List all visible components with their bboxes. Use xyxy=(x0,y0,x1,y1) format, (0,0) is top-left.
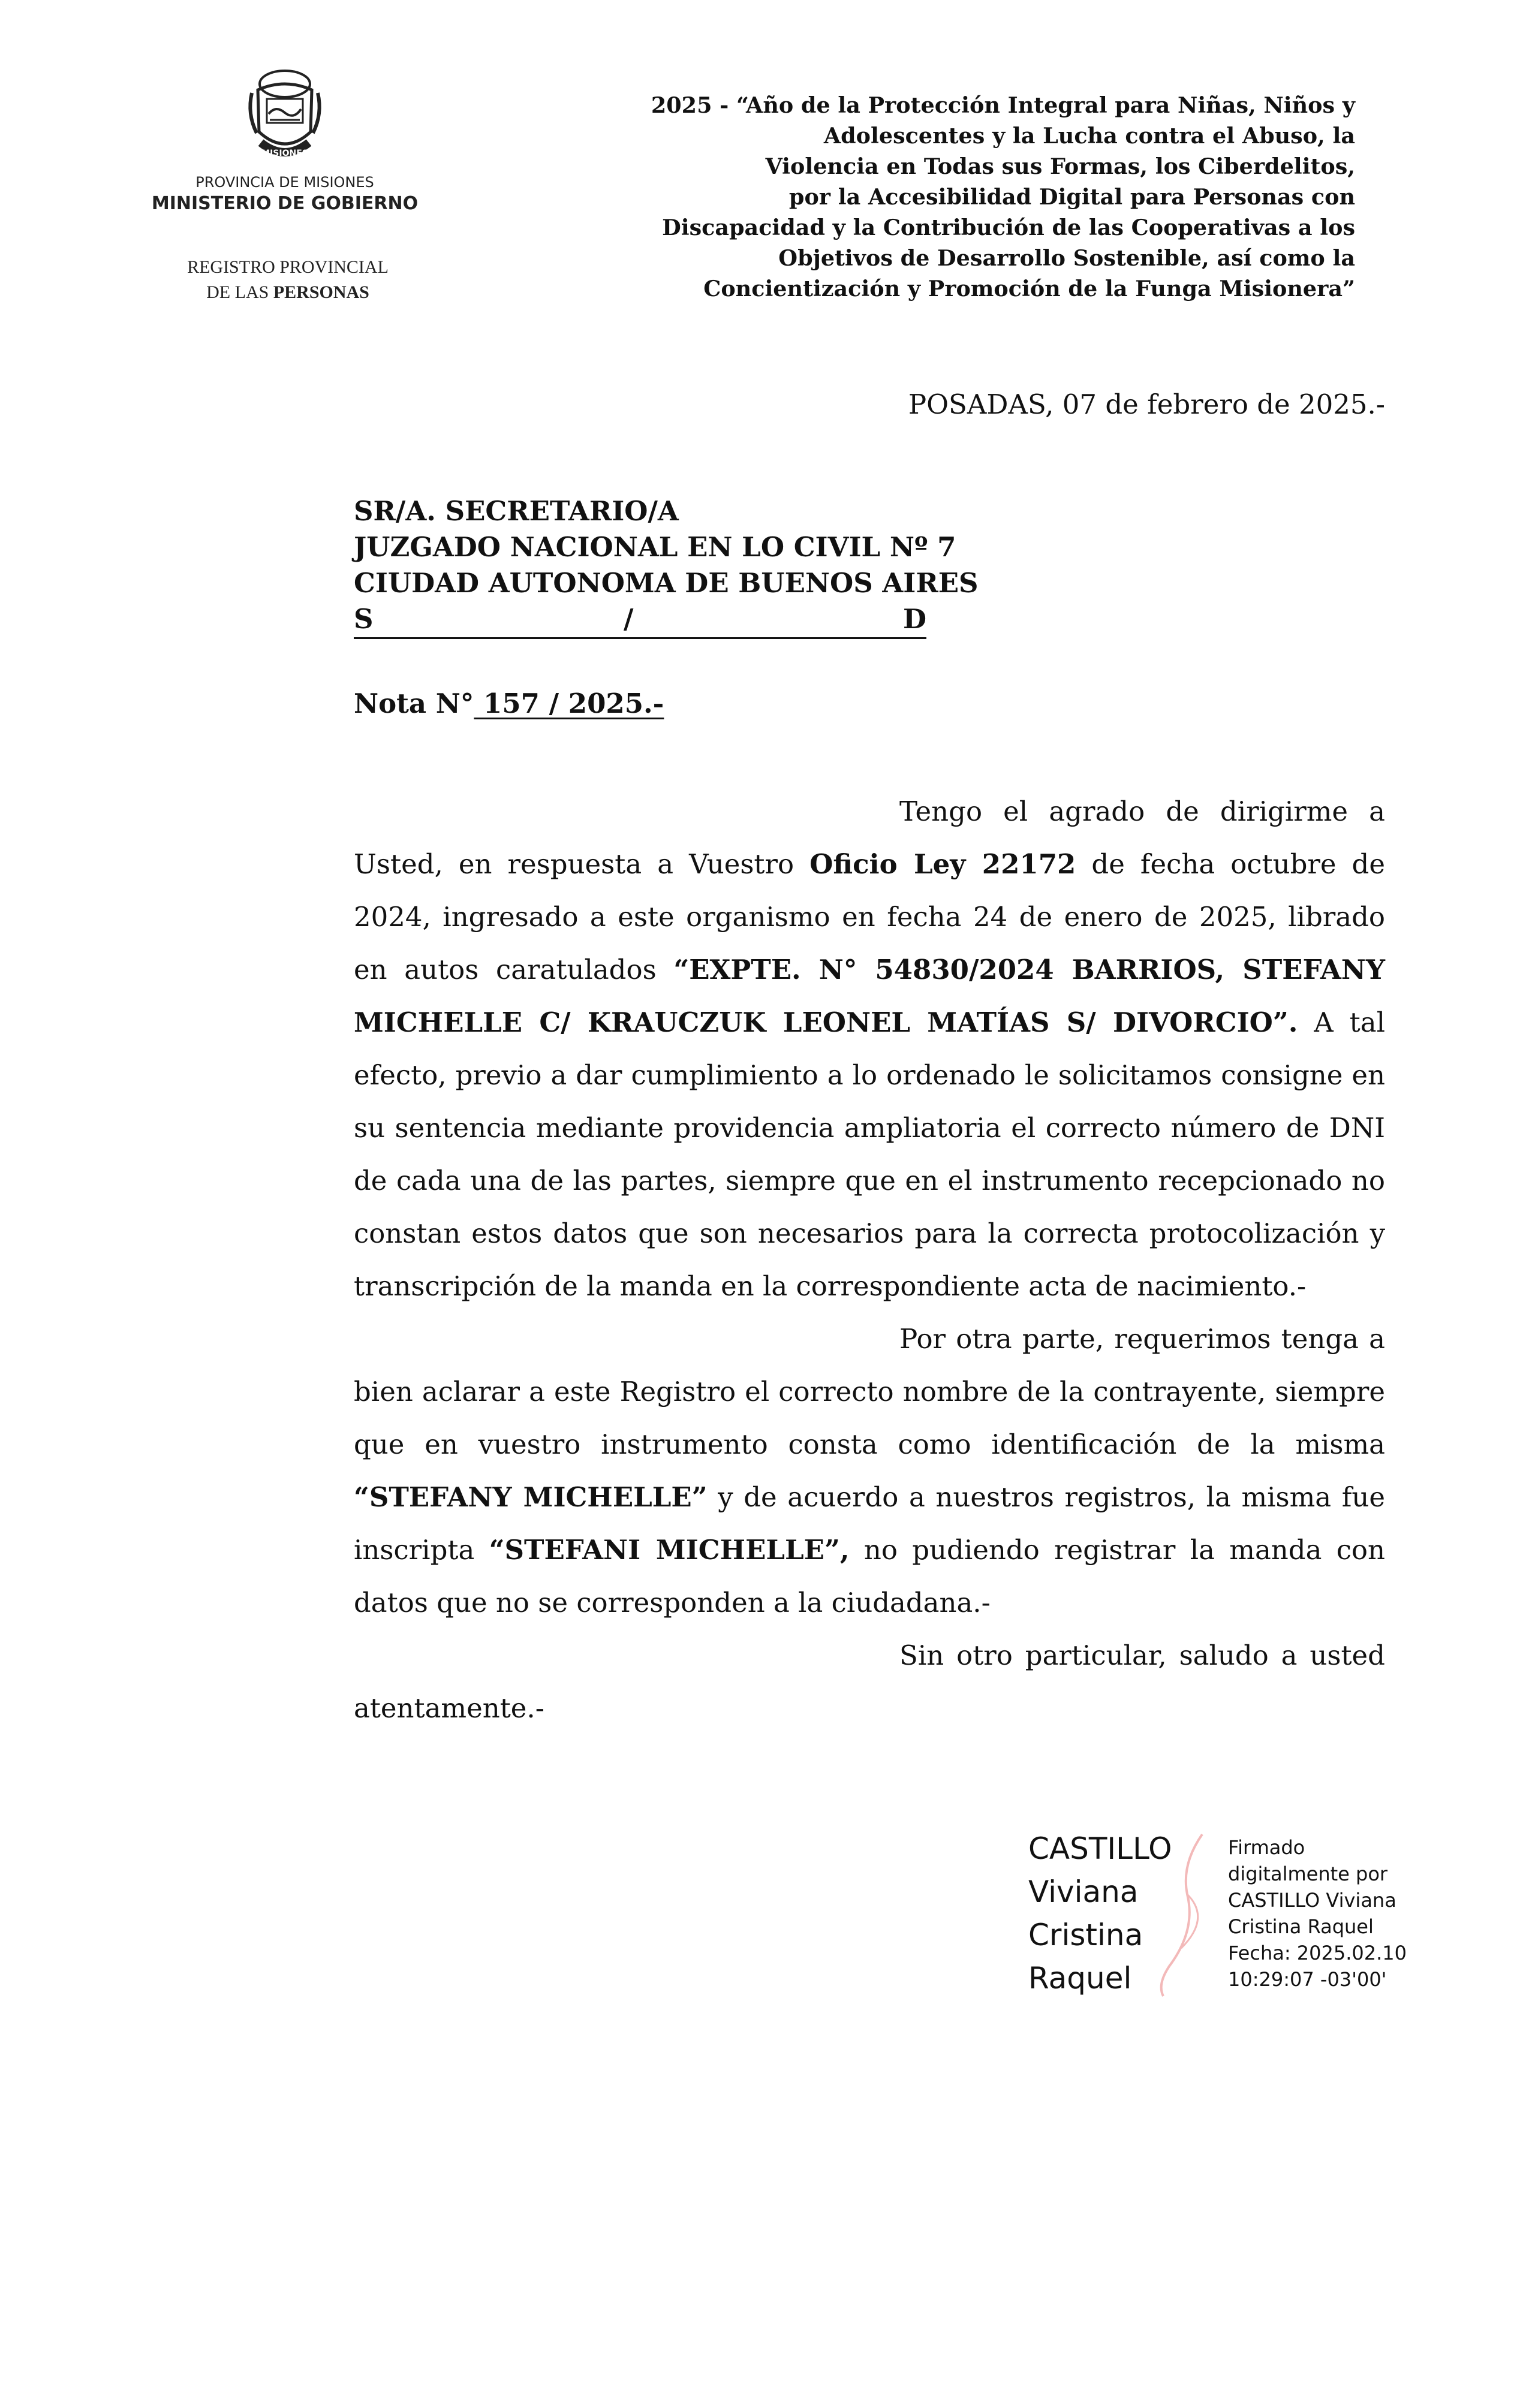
letter-body xyxy=(354,785,1385,1735)
recipient-line-3: CIUDAD AUTONOMA DE BUENOS AIRES xyxy=(354,567,979,599)
motto-line: 2025 - “Año de la Protección Integral para Niñas, Niños y xyxy=(651,92,1355,118)
note-number xyxy=(354,688,664,719)
sd-s: S xyxy=(354,603,374,635)
year-motto xyxy=(588,90,1355,304)
signer-name-line: Viviana xyxy=(1028,1874,1139,1909)
motto-line: Violencia en Todas sus Formas, los Ciberdelitos, xyxy=(765,153,1355,179)
paragraph-1 xyxy=(354,785,1385,1313)
motto-line: Concientización y Promoción de la Funga Misionera” xyxy=(703,276,1355,302)
p2-text-a: Por otra parte, requerimos tenga a bien aclarar a este Registro el correcto nombre de la contrayente, siempre que en vuestro instrumento consta como identificación de la misma xyxy=(354,1323,1385,1460)
motto-line: Adolescentes y la Lucha contra el Abuso, la xyxy=(823,123,1355,149)
motto-line: Objetivos de Desarrollo Sostenible, así como la xyxy=(778,245,1355,271)
registry-name xyxy=(156,255,420,305)
p1-case-title: “EXPTE. N° 54830/2024 BARRIOS, STEFANY MICHELLE C/ KRAUCZUK LEONEL MATÍAS S/ DIVORCIO”. xyxy=(354,954,1385,1038)
motto-line: Discapacidad y la Contribución de las Cooperativas a los xyxy=(662,215,1355,240)
signature-info-line: Fecha: 2025.02.10 xyxy=(1228,1942,1407,1964)
signature-mark-icon xyxy=(1145,1828,1223,2002)
ministry-header xyxy=(138,66,432,214)
paragraph-2 xyxy=(354,1313,1385,1629)
signer-name-line: Cristina xyxy=(1028,1918,1143,1952)
recipient-block xyxy=(354,493,1013,639)
signature-info-line: 10:29:07 -03'00' xyxy=(1228,1968,1387,1991)
signer-name-line: Raquel xyxy=(1028,1961,1132,1996)
registry-line-1: REGISTRO PROVINCIAL xyxy=(187,257,389,277)
p2-text-c: y de acuerdo a nuestros registros, la misma fue inscripta xyxy=(354,1481,1385,1566)
provincial-seal-logo xyxy=(234,66,336,168)
p2-name-stefani: “STEFANI MICHELLE”, xyxy=(489,1534,850,1566)
p2-text-e: no pudiendo registrar la manda con datos que no se corresponden a la ciudadana.- xyxy=(354,1534,1385,1619)
signature-info-line: digitalmente por xyxy=(1228,1862,1388,1885)
seal-text: MISIONES xyxy=(261,149,308,158)
ministry-name: MINISTERIO DE GOBIERNO xyxy=(151,193,419,214)
note-label: Nota N° xyxy=(354,688,474,719)
p2-name-stefany: “STEFANY MICHELLE” xyxy=(354,1481,708,1513)
note-value: 157 / 2025.- xyxy=(474,688,664,719)
signature-info-line: Cristina Raquel xyxy=(1228,1915,1374,1938)
recipient-line-2: JUZGADO NACIONAL EN LO CIVIL Nº 7 xyxy=(354,531,956,563)
motto-line: por la Accesibilidad Digital para Personas con xyxy=(788,184,1355,210)
digital-signature-info xyxy=(1228,1834,1407,1993)
province-name: PROVINCIA DE MISIONES xyxy=(195,174,374,191)
registry-prefix: DE LAS xyxy=(206,282,273,302)
p1-text-e: A tal efecto, previo a dar cumplimiento a lo ordenado le solicitamos consigne en su sentencia mediante providencia ampliatoria el correcto número de DNI de cada una de las partes, siempre que en el instrumento recepcionado no constan estos datos que son necesarios para la correcta protocolización y transcripción de la manda en la correspondiente acta de nacimiento.- xyxy=(354,1006,1385,1302)
signer-name-line: CASTILLO xyxy=(1028,1831,1172,1866)
registry-line-2 xyxy=(156,280,420,305)
p1-text-a: Tengo el agrado de dirigirme a Usted, en respuesta a Vuestro xyxy=(354,795,1385,880)
sd-line xyxy=(354,601,926,639)
letter-date: POSADAS, 07 de febrero de 2025.- xyxy=(908,388,1385,420)
recipient-line-1: SR/A. SECRETARIO/A xyxy=(354,495,679,527)
signature-info-line: CASTILLO Viviana xyxy=(1228,1889,1396,1912)
p1-oficio: Oficio Ley 22172 xyxy=(809,848,1076,880)
p1-text-c: de fecha octubre de 2024, ingresado a este organismo en fecha 24 de enero de 2025, librado en autos caratulados xyxy=(354,848,1385,985)
registry-bold: PERSONAS xyxy=(273,282,369,302)
sd-slash: / xyxy=(624,603,634,635)
signature-info-line: Firmado xyxy=(1228,1836,1305,1859)
paragraph-3: Sin otro particular, saludo a usted atentamente.- xyxy=(354,1640,1385,1724)
sd-d: D xyxy=(902,603,926,635)
